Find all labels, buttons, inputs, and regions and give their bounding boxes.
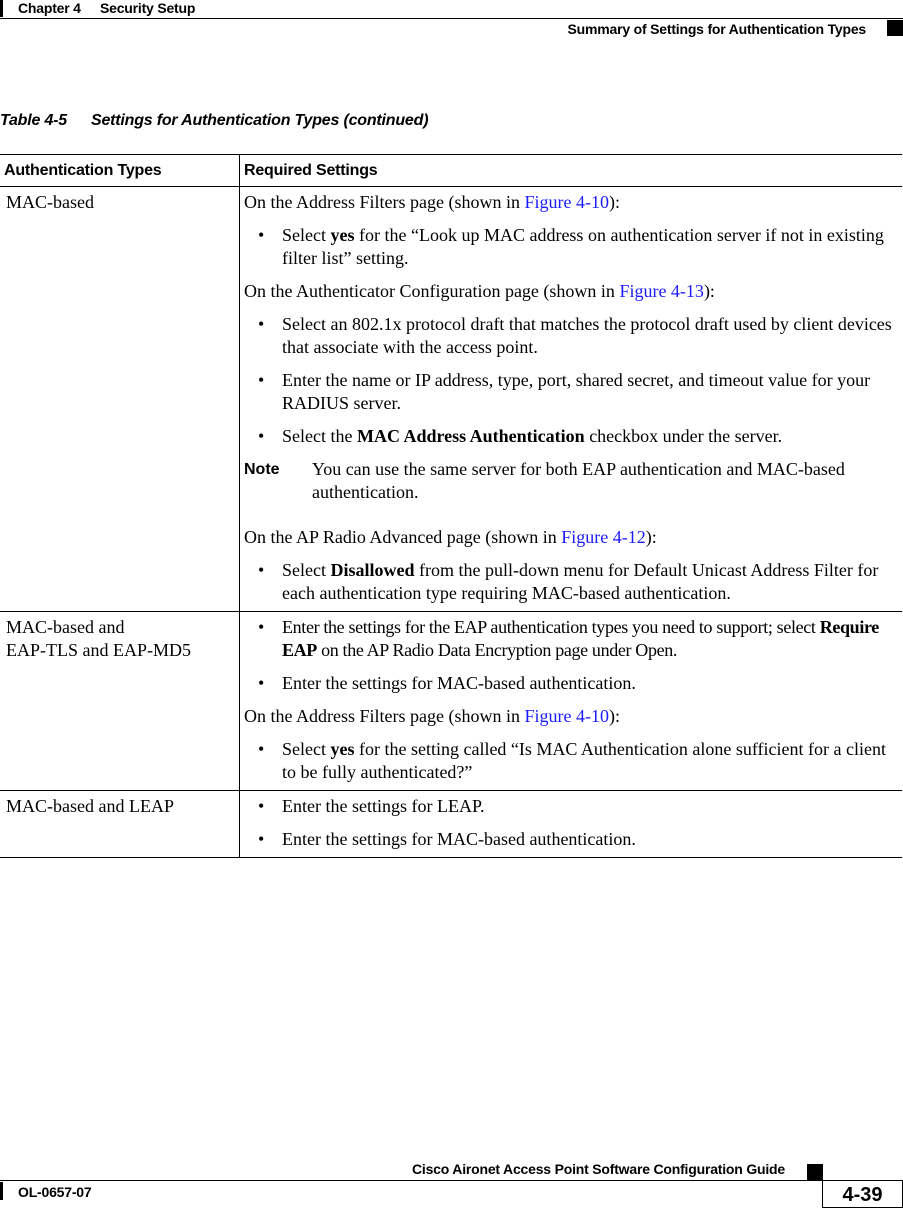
column-header-required-settings: Required Settings [240, 155, 903, 187]
header-marker-square [887, 20, 903, 36]
table-caption [0, 112, 428, 130]
bullet-icon: • [258, 560, 265, 580]
paragraph: On the AP Radio Advanced page (shown in Figure 4-12): [244, 527, 657, 547]
list-item: • Select an 802.1x protocol draft that matches the protocol draft used by client devices that associate with the access point. [258, 314, 892, 357]
figure-link[interactable]: Figure 4-10 [524, 706, 609, 726]
bullet-icon: • [258, 796, 265, 816]
footer-guide-title: Cisco Aironet Access Point Software Configuration Guide [411, 1161, 785, 1177]
figure-link[interactable]: Figure 4-12 [561, 527, 646, 547]
bullet-icon: • [258, 314, 265, 334]
column-header-authentication-types: Authentication Types [0, 155, 240, 187]
bullet-icon: • [258, 426, 265, 446]
table-row [0, 791, 902, 858]
list-item: • Select the MAC Address Authentication checkbox under the server. [258, 426, 783, 446]
note-label: Note [244, 461, 280, 478]
bullet-icon: • [258, 673, 265, 693]
footer-marker-square [807, 1164, 823, 1180]
list-item: • Enter the settings for the EAP authentication types you need to support; select Require EAP on the AP Radio Data Encryption page under Open. [258, 617, 879, 660]
list-item: • Select yes for the setting called “Is MAC Authentication alone sufficient for a client to be fully authenticated?” [258, 739, 886, 782]
header-running-title: Summary of Settings for Authentication Types [567, 21, 866, 37]
footer-left-bar [0, 1182, 3, 1200]
page-header [0, 0, 903, 37]
paragraph: On the Authenticator Configuration page (shown in Figure 4-13): [244, 281, 715, 301]
required-settings-cell [240, 612, 903, 791]
bullet-icon: • [258, 617, 264, 637]
required-settings-cell [240, 791, 903, 858]
bullet-icon: • [258, 370, 265, 390]
auth-type-cell: MAC-based and LEAP [0, 791, 240, 858]
required-settings-cell [240, 187, 903, 612]
table-title: Settings for Authentication Types (continued) [90, 112, 429, 129]
paragraph: On the Address Filters page (shown in Figure 4-10): [244, 192, 620, 212]
table-row [0, 612, 902, 791]
footer-doc-number: OL-0657-07 [18, 1184, 92, 1200]
list-item: • Select Disallowed from the pull-down menu for Default Unicast Address Filter for each authentication type requiring MAC-based authentication. [258, 560, 879, 603]
table-row [0, 187, 902, 612]
footer-rule [0, 1180, 822, 1181]
auth-type-cell: MAC-based [0, 187, 240, 612]
bullet-icon: • [258, 829, 265, 849]
bullet-icon: • [258, 739, 265, 759]
header-left-bar [0, 0, 3, 17]
bullet-icon: • [258, 225, 265, 245]
auth-type-cell: MAC-based and EAP-TLS and EAP-MD5 [0, 612, 240, 791]
table-header-row [0, 155, 902, 187]
table-number: Table 4-5 [0, 112, 67, 129]
note-text: You can use the same server for both EAP authentication and MAC-based authentication. [312, 459, 845, 502]
header-section: Security Setup [100, 0, 196, 16]
settings-table [0, 154, 902, 858]
paragraph: On the Address Filters page (shown in Figure 4-10): [244, 706, 620, 726]
list-item: • Enter the settings for MAC-based authentication. [258, 673, 636, 693]
note-block [244, 458, 902, 504]
list-item: • Enter the name or IP address, type, port, shared secret, and timeout value for your RADIUS server. [258, 370, 871, 413]
list-item: • Enter the settings for LEAP. [258, 796, 485, 816]
header-rule [0, 18, 903, 19]
list-item: • Enter the settings for MAC-based authentication. [258, 829, 636, 849]
header-chapter: Chapter 4 [18, 0, 81, 16]
page-number: 4-39 [822, 1180, 903, 1208]
list-item: • Select yes for the “Look up MAC address on authentication server if not in existing filter list” setting. [258, 225, 884, 268]
figure-link[interactable]: Figure 4-13 [619, 281, 704, 301]
figure-link[interactable]: Figure 4-10 [524, 192, 609, 212]
